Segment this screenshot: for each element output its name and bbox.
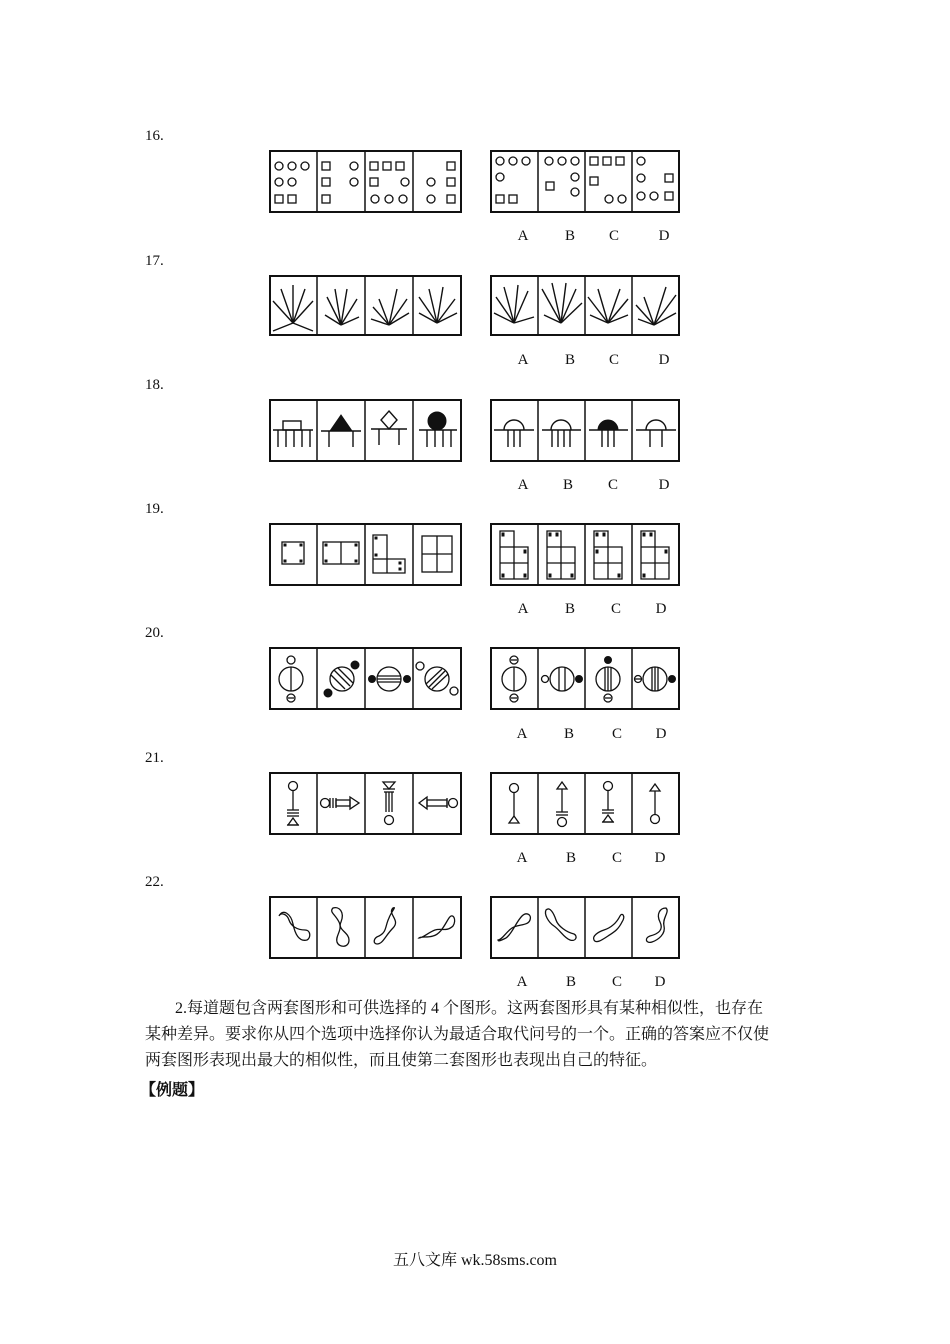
q18-option-figures <box>490 399 680 462</box>
instructions-line-1-text: 2.每道题包含两套图形和可供选择的 4 个图形。这两套图形具有某种相似性，也存在 <box>175 1000 764 1017</box>
q17-option-a-label: A <box>517 352 529 368</box>
q20-option-b-label: B <box>563 726 574 742</box>
q18-option-b-label: B <box>562 477 573 493</box>
q18-stem-figures <box>269 399 462 462</box>
example-heading: 【例题】 <box>140 1082 205 1099</box>
q20-stem-figures <box>269 647 462 710</box>
q19-option-d-label: D <box>655 601 667 617</box>
q21-option-figures <box>490 772 680 835</box>
question-number-21: 21. <box>145 750 164 766</box>
q16-option-d-label: D <box>658 228 670 244</box>
q17-option-c-label: C <box>608 352 619 368</box>
q19-stem-figures <box>269 523 462 586</box>
q21-option-b-label: B <box>565 850 576 866</box>
question-number-20: 20. <box>145 625 164 641</box>
question-number-18: 18. <box>145 377 164 393</box>
q19-option-a-label: A <box>517 601 529 617</box>
q21-option-a-label: A <box>516 850 528 866</box>
q21-stem-figures <box>269 772 462 835</box>
q16-option-c-label: C <box>608 228 619 244</box>
question-number-19: 19. <box>145 501 164 517</box>
q16-option-figures <box>490 150 680 213</box>
q17-option-d-label: D <box>658 352 670 368</box>
q17-stem-figures <box>269 275 462 336</box>
question-number-17: 17. <box>145 253 164 269</box>
q19-option-c-label: C <box>610 601 621 617</box>
q16-option-a-label: A <box>517 228 529 244</box>
q20-option-a-label: A <box>516 726 528 742</box>
q22-option-b-label: B <box>565 974 576 990</box>
q20-option-c-label: C <box>611 726 622 742</box>
instructions-line-2: 某种差异。要求你从四个选项中选择你认为最适合取代问号的一个。正确的答案应不仅使 <box>145 1026 770 1043</box>
footer-watermark: 五八文库 wk.58sms.com <box>392 1252 557 1269</box>
instructions-line-1 <box>145 996 815 1022</box>
q16-option-b-label: B <box>564 228 575 244</box>
q22-option-a-label: A <box>516 974 528 990</box>
q21-option-c-label: C <box>611 850 622 866</box>
q21-option-d-label: D <box>654 850 666 866</box>
q19-option-figures <box>490 523 680 586</box>
q22-option-c-label: C <box>611 974 622 990</box>
q17-option-figures <box>490 275 680 336</box>
q17-option-b-label: B <box>564 352 575 368</box>
q22-option-d-label: D <box>654 974 666 990</box>
q18-option-c-label: C <box>607 477 618 493</box>
q18-option-a-label: A <box>517 477 529 493</box>
q19-option-b-label: B <box>564 601 575 617</box>
q16-stem-figures <box>269 150 462 213</box>
q22-option-figures <box>490 896 680 959</box>
question-number-22: 22. <box>145 874 164 890</box>
q20-option-figures <box>490 647 680 710</box>
question-number-16: 16. <box>145 128 164 144</box>
q20-option-d-label: D <box>655 726 667 742</box>
q22-stem-figures <box>269 896 462 959</box>
instructions-paragraph <box>145 996 815 1074</box>
q18-option-d-label: D <box>658 477 670 493</box>
instructions-line-3: 两套图形表现出最大的相似性，而且使第二套图形也表现出自己的特征。 <box>145 1052 658 1069</box>
